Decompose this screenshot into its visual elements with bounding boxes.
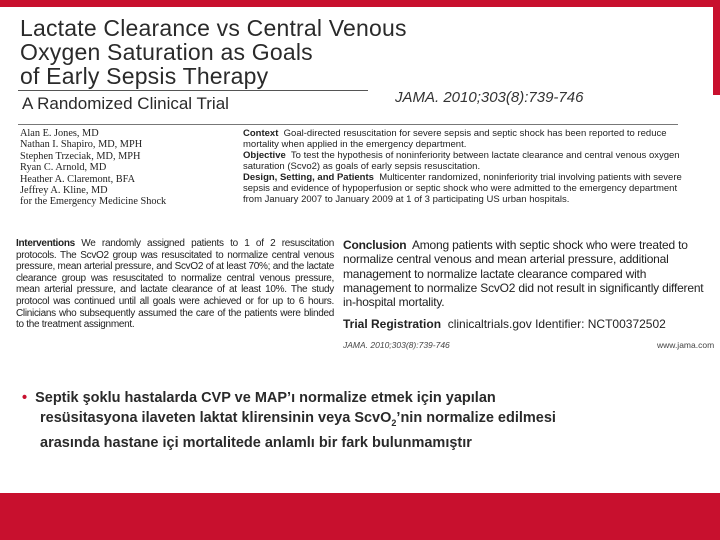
article-subtitle: A Randomized Clinical Trial	[22, 94, 229, 113]
conclusion-label: Conclusion	[343, 238, 407, 252]
design-section	[243, 173, 683, 205]
title-line-1: Lactate Clearance vs Central Venous	[20, 15, 407, 41]
bullet-subscript: 2	[391, 417, 397, 428]
bullet-icon: •	[22, 390, 28, 406]
trial-reg-label: Trial Registration	[343, 317, 442, 331]
bullet-text-2a: resüsitasyona ilaveten laktat klirensinin veya Scv	[40, 410, 381, 426]
journal-citation: JAMA. 2010;303(8):739-746	[395, 89, 584, 106]
conclusion-section	[343, 238, 713, 309]
conclusion-text: Among patients with septic shock who were treated to normalize central venous and mean arterial pressure, additional management to normalize lactate clearance compared with management to normalize ScvO2 did not result in significantly different in-hospital mortality.	[343, 238, 704, 310]
header-divider	[18, 124, 678, 125]
top-red-bar	[0, 0, 720, 7]
bullet-text-3: arasında hastane içi mortalitede anlamlı bir fark bulunmamıştır	[40, 434, 472, 451]
trial-registration	[343, 317, 666, 331]
interventions-text: We randomly assigned patients to 1 of 2 resuscitation protocols. The ScvO2 group was resuscitated to normalize central venous pressure, mean arterial pressure, and ScvO2 of at least 70%; and the lactate clearance group was resuscitated to normalize central venous pressure, mean arterial pressure, and lactate clearance of at least 10%. The study protocol was continued until all goals were achieved or for up to 6 hours. Clinicians who subsequently assumed the care of the patients were blinded to the treatment assignment.	[16, 238, 334, 331]
context-text: Goal-directed resuscitation for severe sepsis and septic shock has been reported to reduce mortality when applied in the emergency department.	[243, 128, 667, 150]
title-divider	[18, 90, 368, 91]
bullet-line-1	[22, 388, 702, 408]
context-label: Context	[243, 128, 279, 139]
design-text: Multicenter randomized, noninferiority trial involving patients with severe sepsis and evidence of hypoperfusion or septic shock who were admitted to the emergency department from January 2007 to January 2009 at 1 of 3 participating US urban hospitals.	[243, 172, 682, 205]
author-group: for the Emergency Medicine Shock	[20, 196, 167, 208]
interventions-label: Interventions	[16, 238, 75, 249]
title-line-3: of Early Sepsis Therapy	[20, 63, 269, 89]
design-label: Design, Setting, and Patients	[243, 172, 374, 184]
title-line-2: Oxygen Saturation as Goals	[20, 39, 313, 65]
author-name: Jeffrey A. Kline, MD	[20, 185, 108, 197]
objective-text: To test the hypothesis of noninferiority between lactate clearance and central venous oxygen saturation (Scvo2) as goals of early sepsis resuscitation.	[243, 150, 680, 172]
bullet-text-2b: ’nin normalize edilmesi	[396, 410, 556, 426]
bottom-red-bar	[0, 493, 720, 540]
author-name: Heather A. Claremont, BFA	[20, 173, 136, 185]
author-name: Alan E. Jones, MD	[20, 128, 99, 139]
bullet-line-3	[22, 433, 702, 453]
article-title	[20, 16, 580, 88]
summary-bullet	[22, 388, 702, 453]
objective-section	[243, 151, 683, 172]
author-list	[20, 128, 245, 208]
author-name: Nathan I. Shapiro, MD, MPH	[20, 139, 143, 151]
trial-reg-text: clinicaltrials.gov Identifier: NCT00372502	[447, 317, 666, 331]
abstract-footer-citation: JAMA. 2010;303(8):739-746	[343, 340, 450, 350]
bullet-text-2o: O	[380, 410, 392, 426]
interventions-section	[16, 238, 334, 331]
right-red-accent	[713, 0, 720, 95]
bullet-text-1: Septik şoklu hastalarda CVP ve MAP’ı normalize etmek için yapılan	[35, 390, 496, 406]
author-name: Stephen Trzeciak, MD, MPH	[20, 150, 141, 162]
context-section	[243, 129, 683, 150]
abstract-top	[243, 129, 683, 206]
objective-label: Objective	[243, 150, 286, 162]
bullet-line-2	[22, 408, 702, 433]
journal-url: www.jama.com	[657, 340, 715, 350]
author-name: Ryan C. Arnold, MD	[20, 162, 107, 174]
